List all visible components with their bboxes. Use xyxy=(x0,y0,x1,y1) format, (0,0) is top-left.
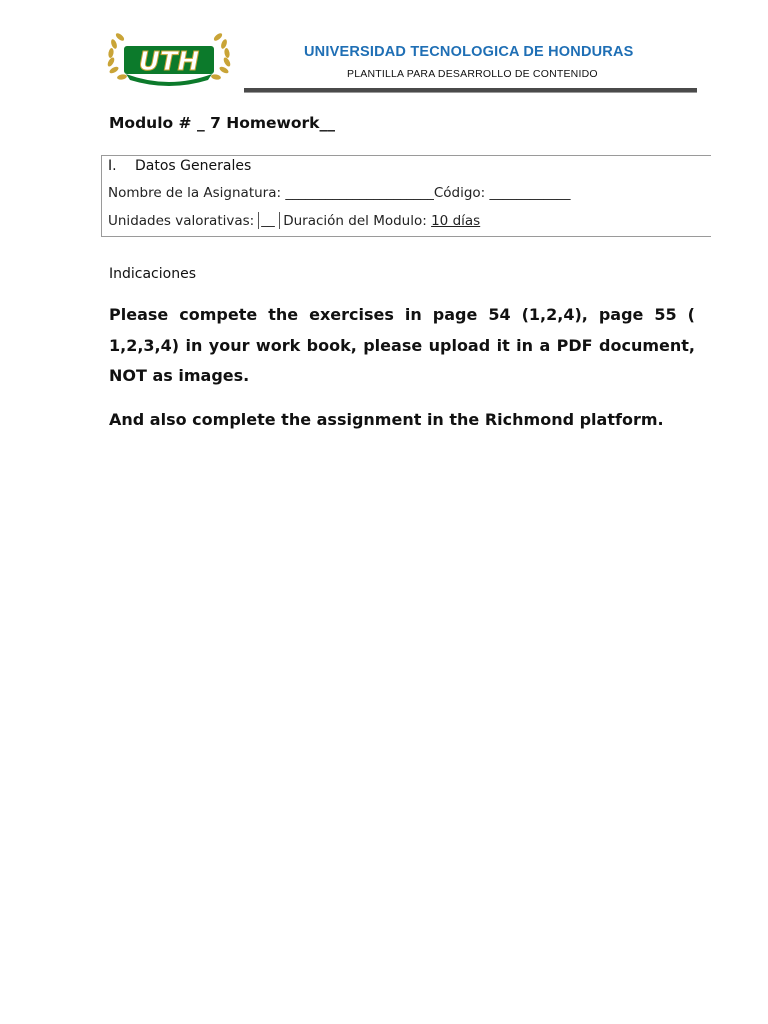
asignatura-label: Nombre de la Asignatura: ______________________ xyxy=(108,185,434,201)
template-subtitle: PLANTILLA PARA DESARROLLO DE CONTENIDO xyxy=(347,68,598,80)
indicaciones-label: Indicaciones xyxy=(109,266,196,282)
duracion-label: Duración del Modulo: xyxy=(283,213,427,229)
section-number: I. xyxy=(108,158,117,174)
codigo-label: Código: ____________ xyxy=(433,185,571,201)
header-divider xyxy=(244,88,697,93)
module-title: Modulo # _ 7 Homework__ xyxy=(109,114,335,132)
unidades-label: Unidades valorativas: xyxy=(108,213,255,229)
instructions-paragraph: Please compete the exercises in page 54 (1,2,4), page 55 ( 1,2,3,4) in your work book, please upload it in a PDF document, NOT as images. xyxy=(109,305,695,385)
uth-logo xyxy=(104,30,234,88)
logo-text: UTH xyxy=(138,47,200,77)
university-title: UNIVERSIDAD TECNOLOGICA DE HONDURAS xyxy=(304,44,634,60)
unidades-value: __ xyxy=(261,212,275,228)
asignatura-row xyxy=(108,185,571,201)
richmond-paragraph: And also complete the assignment in the Richmond platform. xyxy=(109,410,664,429)
datos-generales-heading xyxy=(108,158,251,174)
section-heading-text: Datos Generales xyxy=(135,158,252,174)
unidades-row xyxy=(108,212,480,229)
unidades-field[interactable] xyxy=(258,212,280,229)
duracion-value: 10 días xyxy=(431,213,481,229)
